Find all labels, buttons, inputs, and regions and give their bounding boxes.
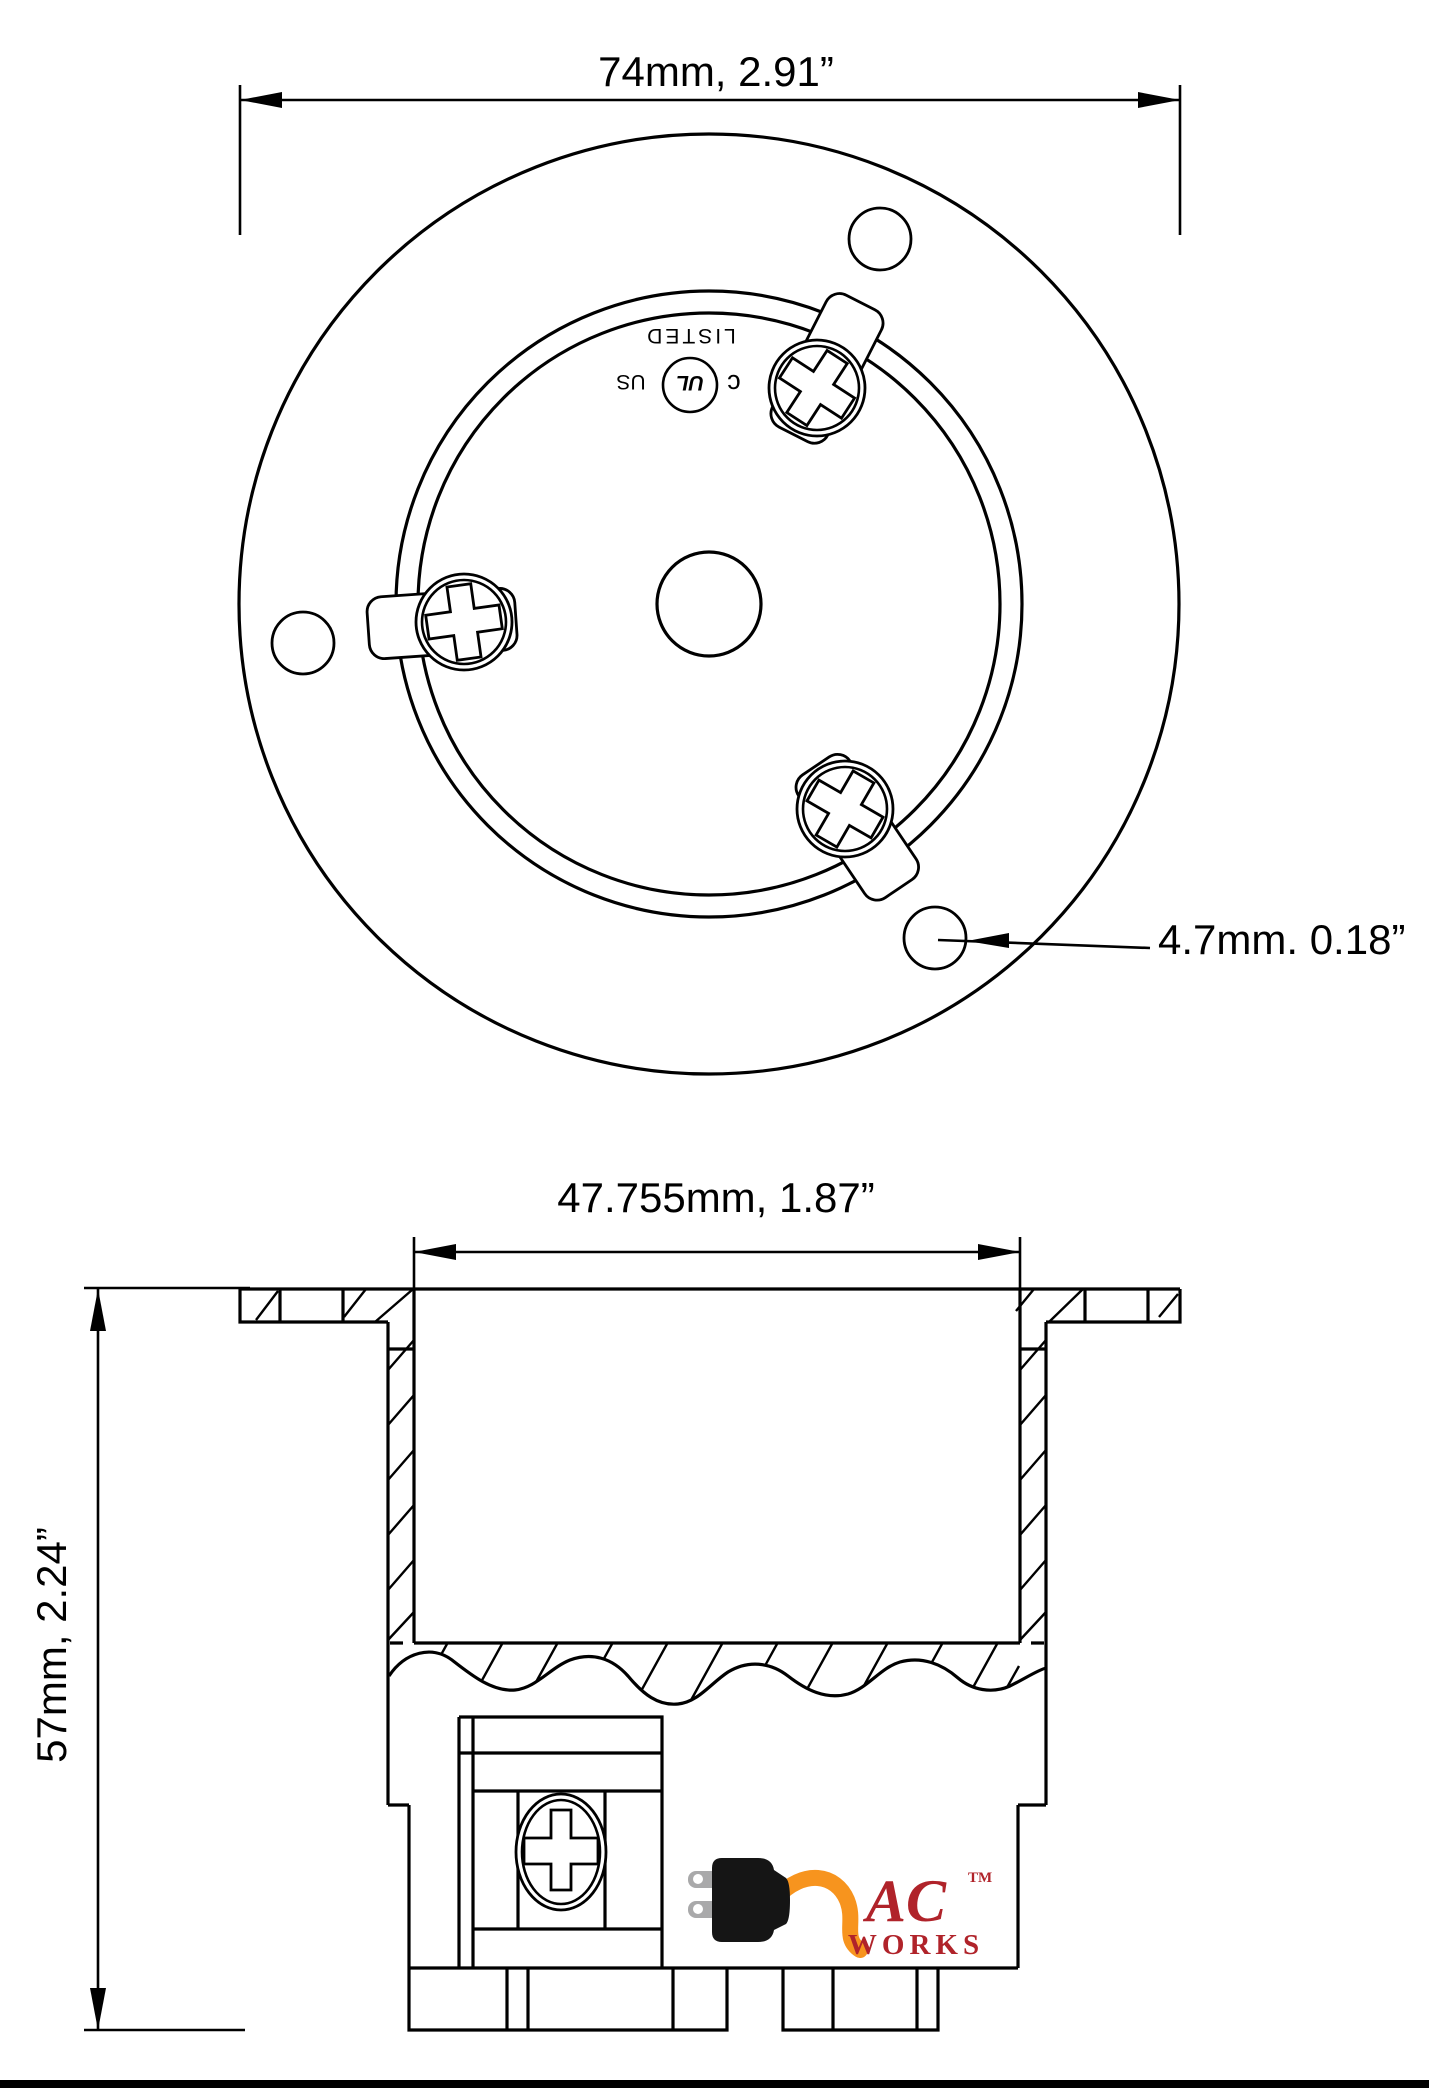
dimension-inner-width [414, 1174, 1020, 1290]
mounting-hole-left [272, 612, 334, 674]
mounting-hole-label: 4.7mm. 0.18” [1158, 916, 1406, 963]
ac-works-logo [688, 1858, 992, 1961]
dimension-height [28, 1288, 250, 2030]
phillips-screw-bottom-icon [790, 749, 924, 906]
height-label: 57mm, 2.24” [28, 1527, 75, 1763]
phillips-screw-top-right-icon [766, 288, 888, 448]
arrowhead [967, 933, 1009, 948]
plug-body [712, 1858, 790, 1942]
logo-works-text: WORKS [847, 1929, 985, 1961]
phillips-screw-left-icon [366, 574, 518, 670]
arrowhead-right [978, 1244, 1020, 1260]
ul-listed-mark [616, 324, 740, 412]
body-outline [240, 1289, 1180, 1968]
mounting-hole-callout [938, 916, 1405, 963]
arrowhead-right [1138, 92, 1180, 108]
top-view [239, 48, 1405, 1074]
flange-diameter-label: 74mm, 2.91” [598, 48, 834, 95]
dimension-flange-diameter [240, 48, 1180, 235]
mounting-hole-top [849, 208, 911, 270]
logo-tm-text: TM [968, 1870, 993, 1886]
arrowhead-top [90, 1289, 106, 1331]
plug-icon [688, 1858, 860, 1950]
logo-ac-text: AC [865, 1868, 947, 1934]
mounting-hole-bottom [904, 907, 966, 969]
ul-us-text: US [616, 370, 646, 393]
prong-hole-bottom [693, 1904, 703, 1914]
inner-width-label: 47.755mm, 1.87” [557, 1174, 875, 1221]
wall-hatching [256, 1289, 1178, 1640]
prong-hole-top [693, 1874, 703, 1884]
side-view [28, 1174, 1180, 2030]
bottom-tabs [409, 1968, 938, 2030]
terminal-screw-icon [516, 1794, 606, 1910]
break-mask [389, 1652, 1046, 1800]
arrowhead-left [240, 92, 282, 108]
arrowhead-bottom [90, 1988, 106, 2030]
ul-listed-text: LISTED [644, 324, 736, 347]
ul-logo-text: UL [676, 371, 704, 394]
ul-c-text: c [727, 369, 741, 399]
center-hole [657, 552, 761, 656]
bottom-border [0, 2080, 1429, 2088]
arrowhead-left [414, 1244, 456, 1260]
